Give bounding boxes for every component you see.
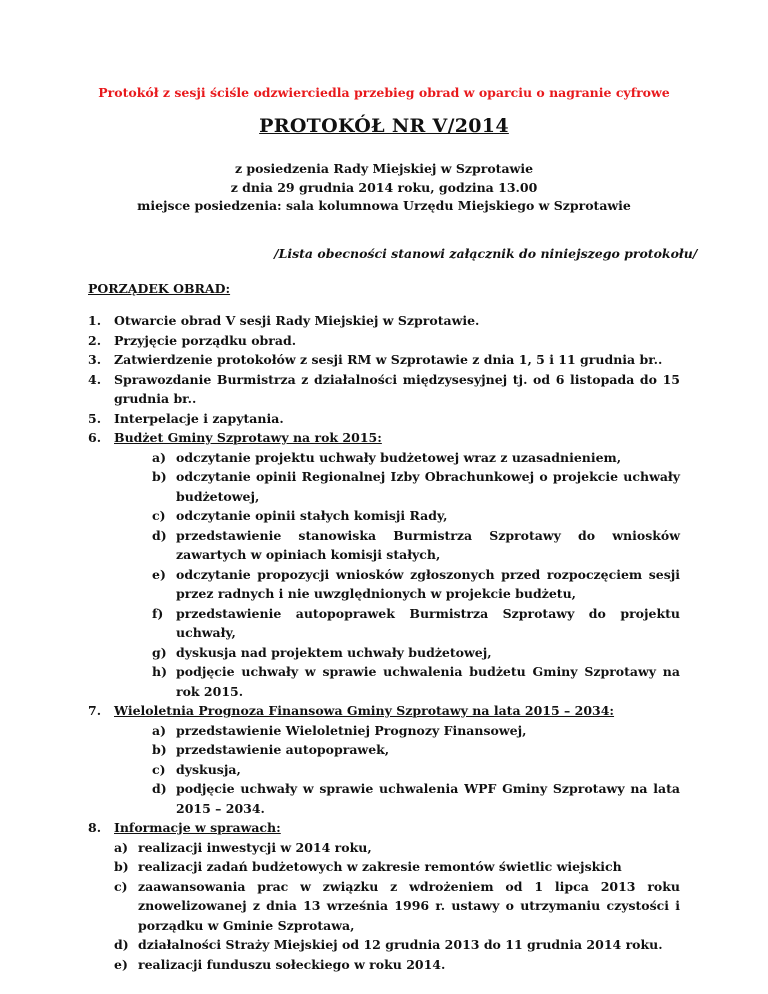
agenda-7-sub-c: c) dyskusja, bbox=[152, 761, 241, 777]
agenda-item-2: 2. Przyjęcie porządku obrad. bbox=[88, 332, 297, 348]
session-date-line: z dnia 29 grudnia 2014 roku, godzina 13.00 bbox=[230, 179, 538, 195]
agenda-8-sub-e: e) realizacji funduszu sołeckiego w roku 2014. bbox=[114, 956, 446, 972]
recording-notice: Protokół z sesji ściśle odzwierciedla przebieg obrad w oparciu o nagranie cyfrowe bbox=[98, 85, 670, 100]
agenda-heading: PORZĄDEK OBRAD: bbox=[88, 281, 231, 296]
agenda-7-sub-d: d) podjęcie uchwały w sprawie uchwalenia WPF Gminy Szprotawy na lata 2015 – 2034. bbox=[152, 781, 680, 816]
agenda-8-sub-b: b) realizacji zadań budżetowych w zakresie remontów świetlic wiejskich bbox=[114, 859, 622, 874]
agenda-item-8: 8. Informacje w sprawach: bbox=[88, 820, 281, 835]
agenda-6-sub-a: a) odczytanie projektu uchwały budżetowej wraz z uzasadnieniem, bbox=[152, 449, 622, 465]
agenda-8-sub-c: c) zaawansowania prac w związku z wdrożeniem od 1 lipca 2013 roku znowelizowanej z dnia 13 września 1996 r. ustawy o utrzymaniu czystości i porządku w Gminie Szprotawa, bbox=[114, 878, 680, 933]
agenda-6-sub-h: h) podjęcie uchwały w sprawie uchwalenia budżetu Gminy Szprotawy na rok 2015. bbox=[152, 664, 680, 699]
session-header bbox=[0, 160, 768, 216]
session-place-line: miejsce posiedzenia: sala kolumnowa Urzędu Miejskiego w Szprotawie bbox=[137, 198, 631, 213]
agenda-7-sub-b: b) przedstawienie autopoprawek, bbox=[152, 742, 390, 757]
agenda-6-sub-c: c) odczytanie opinii stałych komisji Rady, bbox=[152, 508, 448, 523]
agenda-item-4: 4. Sprawozdanie Burmistrza z działalności międzysesyjnej tj. od 6 listopada do 15 grudnia br.. bbox=[88, 371, 680, 406]
agenda-7-sub-a: a) przedstawienie Wieloletniej Prognozy Finansowej, bbox=[152, 722, 527, 738]
attendance-note: /Lista obecności stanowi załącznik do niniejszego protokołu/ bbox=[274, 246, 698, 261]
agenda-6-sub-d: d) przedstawienie stanowiska Burmistrza Szprotawy do wniosków zawartych w opiniach komisji stałych, bbox=[152, 527, 680, 562]
agenda-6-sub-b: b) odczytanie opinii Regionalnej Izby Obrachunkowej o projekcie uchwały budżetowej, bbox=[152, 469, 680, 504]
agenda-list bbox=[88, 311, 680, 974]
page-title: PROTOKÓŁ NR V/2014 bbox=[259, 115, 509, 137]
agenda-8-sub-d: d) działalności Straży Miejskiej od 12 grudnia 2013 do 11 grudnia 2014 roku. bbox=[114, 937, 663, 952]
agenda-8-sub-a: a) realizacji inwestycji w 2014 roku, bbox=[114, 839, 372, 855]
agenda-6-sub-e: e) odczytanie propozycji wniosków zgłoszonych przed rozpoczęciem sesji przez radnych i nie uwzględnionych w projekcie budżetu, bbox=[152, 566, 680, 601]
agenda-item-5: 5. Interpelacje i zapytania. bbox=[88, 410, 284, 426]
agenda-6-sub-f: f) przedstawienie autopoprawek Burmistrza Szprotawy do projektu uchwały, bbox=[152, 605, 680, 640]
agenda-item-3: 3. Zatwierdzenie protokołów z sesji RM w Szprotawie z dnia 1, 5 i 11 grudnia br.. bbox=[88, 352, 663, 367]
agenda-item-7: 7. Wieloletnia Prognoza Finansowa Gminy Szprotawy na lata 2015 – 2034: bbox=[88, 703, 615, 718]
agenda-6-sub-g: g) dyskusja nad projektem uchwały budżetowej, bbox=[152, 644, 492, 660]
agenda-item-1: 1. Otwarcie obrad V sesji Rady Miejskiej w Szprotawie. bbox=[88, 313, 480, 328]
agenda-item-6: 6. Budżet Gminy Szprotawy na rok 2015: bbox=[88, 430, 382, 445]
session-body-line: z posiedzenia Rady Miejskiej w Szprotawie bbox=[234, 161, 534, 176]
